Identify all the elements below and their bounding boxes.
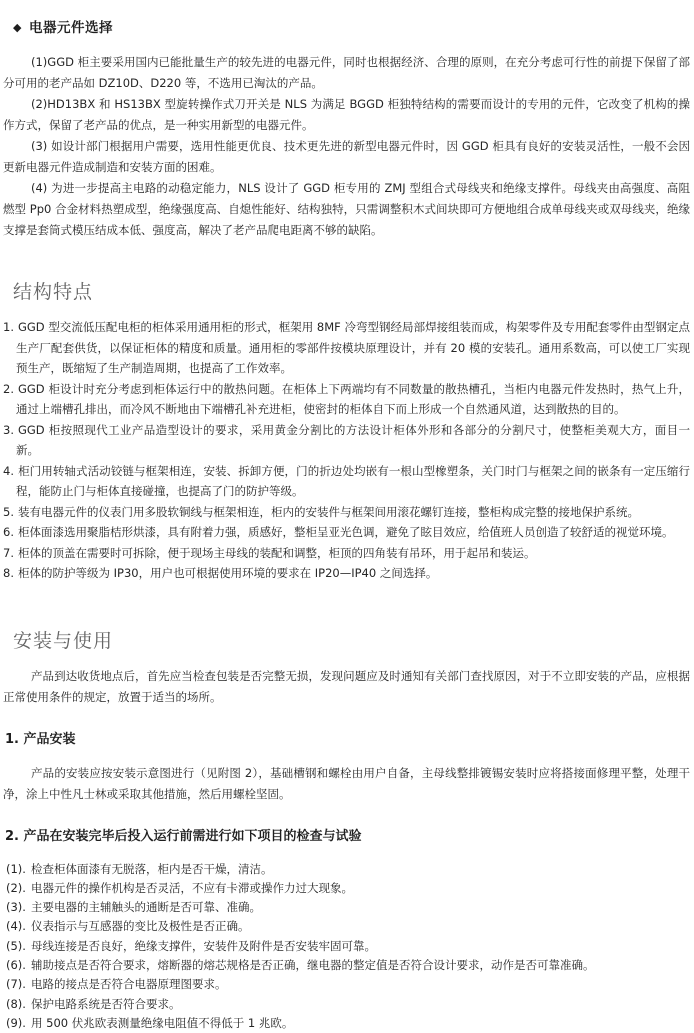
feature-item xyxy=(3,379,690,420)
section-heading-electrical-components xyxy=(13,16,690,36)
check-item-number: (6). xyxy=(3,956,31,975)
check-item-number: (9). xyxy=(3,1014,31,1033)
check-item-text: 电路的接点是否符合电器原理图要求。 xyxy=(31,977,227,991)
check-item-text: 检查柜体面漆有无脱落，柜内是否干燥，清洁。 xyxy=(31,862,273,876)
check-item xyxy=(3,995,690,1014)
electrical-section-title: 电器元件选择 xyxy=(29,20,113,36)
check-item xyxy=(3,975,690,994)
electrical-paragraph: (2)HD13BX 和 HS13BX 型旋转操作式刀开关是 NLS 为满足 BGGD 柜独特结构的需要而设计的专用的元件，它改变了机构的操作方式，保留了老产品的优点，是一种实用新型的电器元件。 xyxy=(3,94,690,136)
feature-item xyxy=(3,420,690,461)
feature-item-text: 柜体的顶盖在需要时可拆除，便于现场主母线的装配和调整，柜顶的四角装有吊环，用于起吊和装运。 xyxy=(18,546,536,560)
check-item xyxy=(3,1014,690,1033)
feature-item xyxy=(3,543,690,564)
section-heading-installation-use: 安装与使用 xyxy=(13,626,690,653)
feature-item-number: 3. xyxy=(3,423,14,437)
feature-item-text: GGD 柜设计时充分考虑到柜体运行中的散热问题。在柜体上下两端均有不同数量的散热槽孔，当柜内电器元件发热时，热气上升，通过上端槽孔排出，而冷风不断地由下端槽孔补充进柜，使密封的柜体自下而上形成一个自然通风道，达到散热的目的。 xyxy=(16,382,690,417)
feature-item xyxy=(3,317,690,379)
check-item-number: (1). xyxy=(3,860,31,879)
check-item-text: 主要电器的主辅触头的通断是否可靠、准确。 xyxy=(31,900,261,914)
feature-item-text: 柜体面漆选用聚脂桔形烘漆，具有附着力强，质感好，整柜呈亚光色调，避免了眩目效应，给值班人员创造了较舒适的视觉环境。 xyxy=(18,525,674,539)
check-item xyxy=(3,898,690,917)
feature-item xyxy=(3,502,690,523)
check-item-text: 保护电路系统是否符合要求。 xyxy=(31,997,181,1011)
feature-item xyxy=(3,461,690,502)
feature-item-number: 4. xyxy=(3,464,14,478)
pre-operation-check-list xyxy=(3,860,690,1033)
check-item-number: (5). xyxy=(3,937,31,956)
feature-item-number: 2. xyxy=(3,382,14,396)
feature-item xyxy=(3,522,690,543)
check-item-text: 仪表指示与互感器的变比及极性是否正确。 xyxy=(31,919,250,933)
electrical-paragraph: (3) 如设计部门根据用户需要，选用性能更优良、技术更先进的新型电器元件时，因 GGD 柜具有良好的安装灵活性，一般不会因更新电器元件造成制造和安装方面的困难。 xyxy=(3,136,690,178)
check-item xyxy=(3,917,690,936)
feature-item-number: 8. xyxy=(3,566,14,580)
feature-item-text: GGD 柜按照现代工业产品造型设计的要求，采用黄金分割比的方法设计柜体外形和各部分的分割尺寸，使整柜美观大方，面目一新。 xyxy=(16,423,690,458)
feature-item-number: 6. xyxy=(3,525,14,539)
feature-item-text: 装有电器元件的仪表门用多股软铜线与框架相连，柜内的安装件与框架间用滚花螺钉连接，整柜构成完整的接地保护系统。 xyxy=(18,505,639,519)
feature-item-text: GGD 型交流低压配电柜的柜体采用通用柜的形式，框架用 8MF 冷弯型钢经局部焊接组装而成，构架零件及专用配套零件由型钢定点生产厂配套供货，以保证柜体的精度和质量。通用柜的零部件按模块原理设计，并有 20 模的安装孔。通用系数高，可以使工厂实现预生产，既缩短了生产制造周期，也提高了工作效率。 xyxy=(16,320,690,375)
feature-item-text: 柜门用转轴式活动铰链与框架相连，安装、拆卸方便，门的折边处均嵌有一根山型橡塑条，关门时门与框架之间的嵌条有一定压缩行程，能防止门与柜体直接碰撞，也提高了门的防护等级。 xyxy=(16,464,690,499)
electrical-paragraph: (4) 为进一步提高主电路的动稳定能力，NLS 设计了 GGD 柜专用的 ZMJ 型组合式母线夹和绝缘支撑件。母线夹由高强度、高阻燃型 Pp0 合金材料热塑成型，绝缘强度高、自熄性能好、结构独特，只需调整积木式间块即可方便地组合成单母线夹或双母线夹，绝缘支撑是套筒式模压结成本低、强度高，解决了老产品爬电距离不够的缺陷。 xyxy=(3,178,690,241)
subheading-pre-operation-checks: 2. 产品在安装完毕后投入运行前需进行如下项目的检查与试验 xyxy=(5,826,690,847)
subheading-product-installation: 1. 产品安装 xyxy=(5,729,690,750)
installation-intro-paragraph: 产品到达收货地点后，首先应当检查包装是否完整无损，发现问题应及时通知有关部门查找原因，对于不立即安装的产品，应根据正常使用条件的规定，放置于适当的场所。 xyxy=(3,666,690,708)
check-item-number: (4). xyxy=(3,917,31,936)
feature-item xyxy=(3,563,690,584)
electrical-paragraph: (1)GGD 柜主要采用国内已能批量生产的较先进的电器元件，同时也根据经济、合理的原则，在充分考虑可行性的前提下保留了部分可用的老产品如 DZ10D、D220 等，不选用已淘汰的产品。 xyxy=(3,52,690,94)
check-item xyxy=(3,956,690,975)
feature-item-text: 柜体的防护等级为 IP30，用户也可根据使用环境的要求在 IP20—IP40 之间选择。 xyxy=(18,566,437,580)
check-item-number: (2). xyxy=(3,879,31,898)
feature-item-number: 1. xyxy=(3,320,14,334)
check-item-text: 母线连接是否良好，绝缘支撑件，安装件及附件是否安装牢固可靠。 xyxy=(31,939,376,953)
check-item-number: (3). xyxy=(3,898,31,917)
check-item-number: (7). xyxy=(3,975,31,994)
product-installation-paragraph: 产品的安装应按安装示意图进行（见附图 2），基础槽钢和螺栓由用户自备，主母线整排镀锡安装时应将搭接面修理平整，处理干净，涂上中性凡士林或采取其他措施，然后用螺栓坚固。 xyxy=(3,763,690,805)
check-item-number: (8). xyxy=(3,995,31,1014)
diamond-bullet-icon: ◆ xyxy=(13,21,22,34)
check-item-text: 用 500 伏兆欧表测量绝缘电阻值不得低于 1 兆欧。 xyxy=(31,1016,293,1030)
electrical-paragraphs xyxy=(3,52,690,241)
section-heading-structural-features: 结构特点 xyxy=(13,277,690,304)
feature-item-number: 7. xyxy=(3,546,14,560)
check-item xyxy=(3,879,690,898)
check-item xyxy=(3,860,690,879)
feature-item-number: 5. xyxy=(3,505,14,519)
check-item-text: 电器元件的操作机构是否灵活，不应有卡滞或操作力过大现象。 xyxy=(31,881,353,895)
structural-feature-list xyxy=(3,317,690,584)
check-item-text: 辅助接点是否符合要求，熔断器的熔芯规格是否正确，继电器的整定值是否符合设计要求，动作是否可靠准确。 xyxy=(31,958,595,972)
check-item xyxy=(3,937,690,956)
